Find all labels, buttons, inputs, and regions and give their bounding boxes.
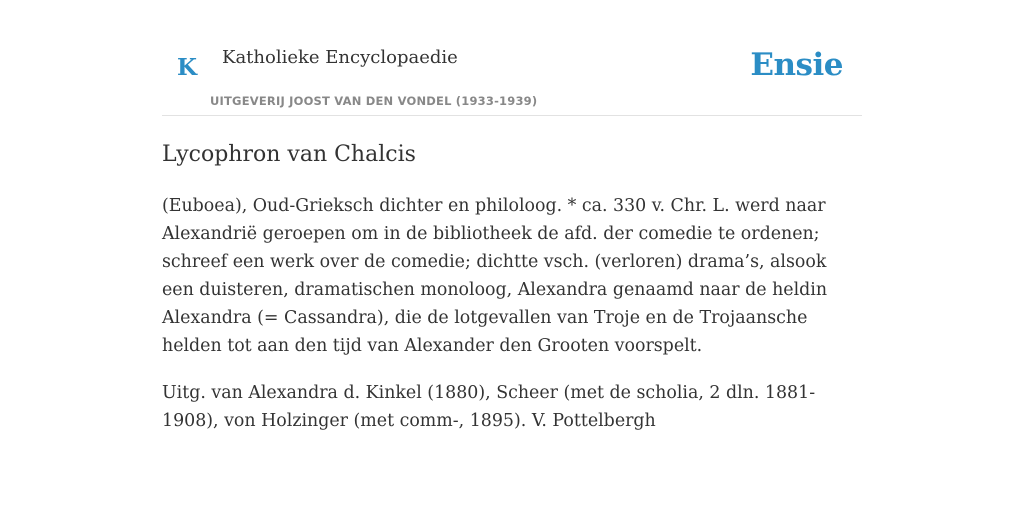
site-header: [162, 0, 862, 116]
encyclopedia-logo-link[interactable]: K: [177, 54, 197, 81]
page-container: [162, 0, 862, 431]
encyclopedia-title-link[interactable]: Katholieke Encyclopaedie: [222, 47, 458, 68]
article-paragraph: Uitg. van Alexandra d. Kinkel (1880), Scheer (met de scholia, 2 dln. 1881-1908), von Holzinger (met comm-, 1895). V. Pottelbergh: [162, 383, 816, 431]
ensie-brand-logo-link[interactable]: Ensie: [750, 47, 843, 83]
publisher-subtitle: UITGEVERIJ JOOST VAN DEN VONDEL (1933-1939): [210, 94, 538, 108]
article-title: Lycophron van Chalcis: [162, 142, 416, 167]
article-paragraph: (Euboea), Oud-Grieksch dichter en philoloog. * ca. 330 v. Chr. L. werd naar Alexandrië geroepen om in de bibliotheek de afd. der comedie te ordenen; schreef een werk over de comedie; dichtte vsch. (verloren) drama’s, alsook een duisteren, dramatischen monoloog, Alexandra genaamd naar de heldin Alexandra (= Cassandra), die de lotgevallen van Troje en de Trojaansche helden tot aan den tijd van Alexander den Grooten voorspelt.: [162, 196, 828, 356]
article-body: [162, 192, 862, 454]
